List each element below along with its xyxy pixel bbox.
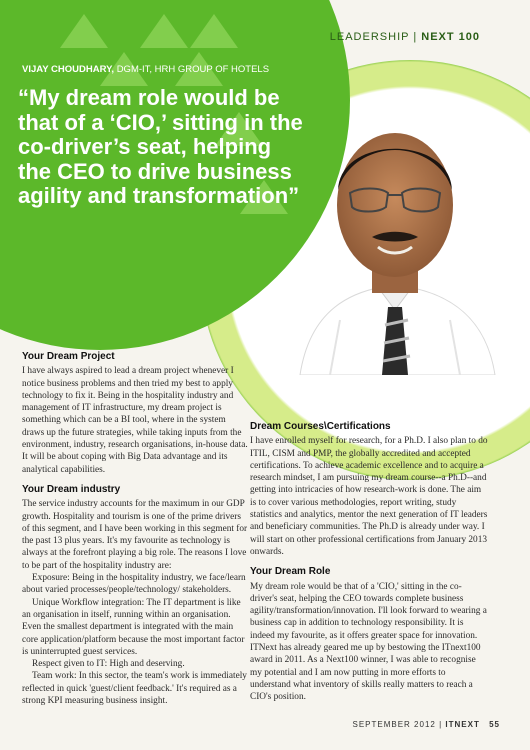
author-title: DGM-IT, HRH GROUP OF HOTELS <box>116 64 270 75</box>
byline <box>22 64 269 75</box>
paragraph: Unique Workflow integration: The IT department is like an organisation in itself, running within an organisation. Even the smallest department is integrated with the main core application/platform because the most important factor is uninterrupted guest services. <box>22 597 245 657</box>
page-footer <box>352 720 500 729</box>
decorative-triangle <box>60 14 108 48</box>
paragraph: My dream role would be that of a 'CIO,' sitting in the co-driver's seat, helping the CEO towards complete business agility/transformation/innovation. I'll look forward to wearing a business cap in addition to technology responsibility. It is indeed my favourite, as it offers greater space for innovation. ITNext has already geared me up by bestowing the ITnext100 award in 2011. As a Next100 winner, I was able to recognise my potential and I am now putting in more efforts to understand what inventory of skills really matters to reach a CIO's position. <box>250 581 487 703</box>
section-header: LEADERSHIP | NEXT 100 <box>329 31 480 43</box>
author-name: VIJAY CHOUDHARY, <box>22 64 115 75</box>
pull-quote: “My dream role would be that of a ‘CIO,’ sitting in the co-driver’s seat, helping the CEO to drive business agility and transformation” <box>18 85 303 208</box>
paragraph: Team work: In this sector, the team's work is immediately reflected in quick 'guest/client feedback.' It's required as a strong KPI measuring business insight. <box>22 671 247 707</box>
brand-label: NEXT 100 <box>421 31 480 43</box>
section-heading: Your Dream industry <box>22 483 121 495</box>
section-heading: Your Dream Role <box>250 566 331 578</box>
page-number: 55 <box>489 720 500 729</box>
issue-date: SEPTEMBER 2012 <box>352 720 436 729</box>
paragraph: I have always aspired to lead a dream project whenever I notice business problems and then tried my best to apply technology to fix it. Being in the hospitality industry and management of IT infrastructure, my dream project is something which can be a BI tool, where in the system draws up the future strategies, while taking inputs from the environment, industry, research organisations, in-house data. It will be about coping with Big Data advantage and its analytical capabilities. <box>22 366 248 475</box>
paragraph: The service industry accounts for the maximum in our GDP growth. Hospitality and tourism is one of the prime drivers of this segment, and I have been working in this segment for the past 13 plus years. It's my favourite as technology is always at the forefront playing a big role. The reasons I love to be part of the hospitality industry are: <box>22 499 248 571</box>
portrait-photo <box>290 95 500 375</box>
decorative-triangle <box>140 14 188 48</box>
section-heading: Your Dream Project <box>22 351 115 362</box>
paragraph: Respect given to IT: High and deserving. <box>32 659 185 670</box>
right-column <box>250 421 488 704</box>
paragraph: Exposure: Being in the hospitality industry, we face/learn about varied processes/people/technology/ stakeholders. <box>22 573 246 596</box>
left-column <box>22 351 250 707</box>
section-label: LEADERSHIP <box>329 31 410 43</box>
paragraph: I have enrolled myself for research, for a Ph.D. I also plan to do ITIL, CISM and PMP, the globally accredited and accepted certifications. To achieve academic excellence and to acquire a research mindset, I am pursuing my dream course--a Ph.D--and getting into intricacies of how research-work is done. The aim is to cover various methodologies, report writing, study statistics and analytics, mentor the next generation of IT leaders and beneficiary communities. The Ph.D is already under way. I will start on other professional certifications from January 2013 onwards. <box>250 436 488 557</box>
footer-separator: | <box>439 720 443 729</box>
decorative-triangle <box>190 14 238 48</box>
section-heading: Dream Courses\Certifications <box>250 421 391 432</box>
footer-brand: ITNEXT <box>445 720 480 729</box>
